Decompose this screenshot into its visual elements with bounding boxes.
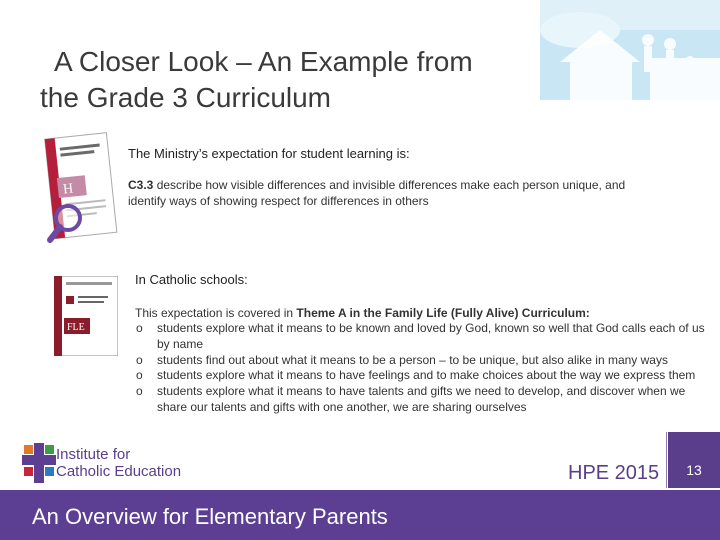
catholic-bullet-list — [135, 321, 715, 416]
bullet-marker: o — [136, 384, 143, 399]
footer-text: An Overview for Elementary Parents — [32, 504, 388, 529]
catholic-intro — [135, 305, 715, 321]
hpe-curriculum-book-image — [36, 128, 120, 248]
bullet-text: students find out about what it means to be a person – to be unique, but also alike in many ways — [157, 352, 668, 367]
list-item — [135, 321, 715, 353]
institute-logo-text — [56, 446, 181, 480]
expectation-text: describe how visible differences and invisible differences make each person unique, and identify ways of showing respect for differences in others — [128, 178, 626, 208]
bullet-marker: o — [136, 352, 143, 367]
ministry-expectation — [128, 177, 628, 209]
list-item — [135, 384, 715, 416]
expectation-code: C3.3 — [128, 178, 154, 192]
catholic-heading: In Catholic schools: — [135, 272, 248, 287]
fle-curriculum-book-image — [54, 276, 118, 356]
bullet-text: students explore what it means to be known and loved by God, known so well that God calls each of us by name — [157, 321, 705, 351]
fle-book-badge: FLE — [67, 322, 85, 333]
family-banner-image — [540, 0, 720, 100]
page-number: 13 — [686, 462, 702, 478]
catholic-intro-prefix: This expectation is covered in — [135, 306, 297, 320]
slide-title-line1: A Closer Look – An Example from — [54, 46, 473, 77]
bullet-marker: o — [136, 368, 143, 383]
bullet-text: students explore what it means to have talents and gifts we need to develop, and discover when we share our talents and gifts with one another, we are sharing ourselves — [157, 384, 686, 414]
hpe-label: HPE 2015 — [568, 462, 660, 484]
logo-line2: Catholic Education — [56, 463, 182, 480]
catholic-intro-theme: Theme A in the Family Life (Fully Alive) Curriculum: — [296, 306, 590, 320]
bullet-marker: o — [136, 321, 143, 335]
slide-title — [40, 44, 560, 116]
hpe-book-letter: H — [62, 181, 74, 198]
slide-title-line2: the Grade 3 Curriculum — [40, 82, 332, 113]
divider — [666, 432, 667, 488]
logo-line1: Institute for — [56, 446, 131, 463]
page-number-box — [668, 432, 720, 488]
ministry-heading: The Ministry’s expectation for student learning is: — [128, 146, 410, 161]
bullet-text: students explore what it means to have feelings and to make choices about the way we express them — [157, 368, 696, 383]
list-item — [135, 368, 715, 384]
list-item — [135, 353, 715, 369]
